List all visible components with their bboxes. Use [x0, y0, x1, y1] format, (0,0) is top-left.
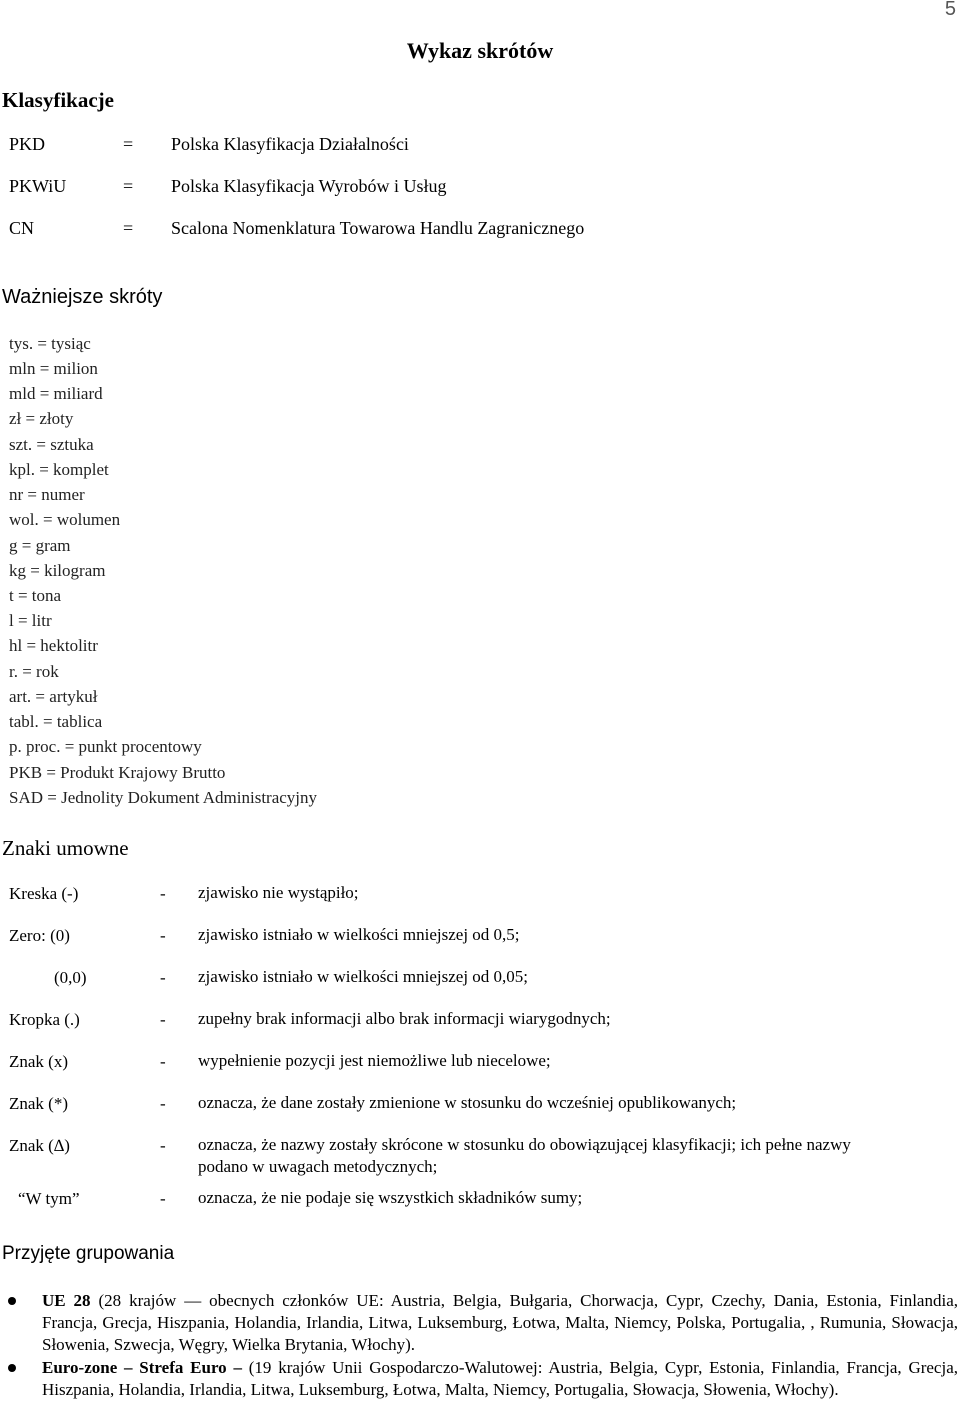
znak-row: [0, 1010, 960, 1034]
grouping-name: UE 28: [42, 1291, 91, 1310]
znak-desc: oznacza, że dane zostały zmienione w stosunku do wcześniej opublikowanych;: [198, 1093, 737, 1112]
znak-sign: Znak (x): [9, 1052, 69, 1071]
znak-sign: Kropka (.): [9, 1010, 80, 1029]
klasyfikacja-row: [0, 176, 960, 200]
grouping-desc: (19 krajów Unii Gospodarczo-Walutowej: Austria, Belgia, Cypr, Estonia, Finlandia, Francja, Grecja, Hiszpania, Holandia, Irlandia, Litwa, Luksemburg, Łotwa, Malta, Niemcy, Portugalia, Słowacja, Słowenia, Włochy).: [42, 1358, 958, 1399]
page-title: Wykaz skrótów: [406, 38, 554, 63]
klasyfikacja-equals: =: [123, 218, 134, 238]
znak-desc: wypełnienie pozycji jest niemożliwe lub niecelowe;: [198, 1051, 551, 1070]
abbreviation-item: kpl. = komplet: [9, 460, 109, 479]
znak-desc: zjawisko nie wystąpiło;: [198, 883, 359, 902]
abbreviation-item: kg = kilogram: [9, 561, 106, 580]
abbreviation-item: nr = numer: [9, 485, 85, 504]
klasyfikacja-name: Polska Klasyfikacja Wyrobów i Usług: [171, 176, 447, 196]
bullet-icon: [8, 1364, 16, 1372]
abbreviation-item: mld = miliard: [9, 384, 103, 403]
klasyfikacja-name: Scalona Nomenklatura Towarowa Handlu Zagranicznego: [171, 218, 585, 238]
znak-sign-w-tym: “W tym”: [18, 1189, 80, 1208]
grouping-name: Euro-zone – Strefa Euro –: [42, 1358, 242, 1377]
grouping-item: [0, 1290, 960, 1356]
znak-row: [0, 1052, 960, 1076]
abbreviation-item: g = gram: [9, 536, 71, 555]
page-number: 5: [944, 0, 956, 20]
grouping-text: [42, 1357, 958, 1401]
abbreviation-item: szt. = sztuka: [9, 435, 94, 454]
klasyfikacja-equals: =: [123, 134, 134, 154]
znak-sign: W tym: [25, 1189, 72, 1208]
znak-sign: (0,0): [54, 968, 87, 987]
znak-dash: -: [160, 1189, 166, 1208]
abbreviation-item: tys. = tysiąc: [9, 334, 91, 353]
klasyfikacja-row: [0, 134, 960, 158]
znak-dash: -: [160, 1136, 166, 1155]
abbreviation-item: tabl. = tablica: [9, 712, 103, 731]
grouping-desc: (28 krajów — obecnych członków UE: Austria, Belgia, Bułgaria, Chorwacja, Cypr, Czechy, Dania, Estonia, Finlandia, Francja, Grecja, Hiszpania, Holandia, Irlandia, Litwa, Luksemburg, Łotwa, Malta, Niemcy, Polska, Portugalia, , Rumunia, Słowacja, Słowenia, Szwecja, Węgry, Wielka Brytania, Włochy).: [42, 1291, 958, 1354]
grouping-item: [0, 1357, 960, 1423]
znak-desc: zjawisko istniało w wielkości mniejszej od 0,05;: [198, 967, 529, 986]
znak-dash: -: [160, 968, 166, 987]
znak-desc: zjawisko istniało w wielkości mniejszej od 0,5;: [198, 925, 520, 944]
abbreviation-item: mln = milion: [9, 359, 98, 378]
grouping-text: [42, 1290, 958, 1356]
grupowania-heading: Przyjęte grupowania: [2, 1243, 175, 1264]
znak-desc: oznacza, że nazwy zostały skrócone w stosunku do obowiązującej klasyfikacji; ich pełne nazwy podano w uwagach metodycznych;: [198, 1135, 851, 1176]
znak-sign: Znak (∆): [9, 1136, 70, 1155]
abbreviation-item: p. proc. = punkt procentowy: [9, 737, 202, 756]
znak-sign: Znak (*): [9, 1094, 69, 1113]
klasyfikacja-code: CN: [9, 218, 35, 238]
znak-row: [0, 1189, 960, 1213]
klasyfikacja-name: Polska Klasyfikacja Działalności: [171, 134, 409, 154]
klasyfikacja-code: PKWiU: [9, 176, 67, 196]
znak-row: [0, 884, 960, 908]
znak-dash: -: [160, 926, 166, 945]
abbreviation-item: PKB = Produkt Krajowy Brutto: [9, 763, 226, 782]
abbreviation-item: t = tona: [9, 586, 62, 605]
skroty-heading: Ważniejsze skróty: [2, 286, 163, 308]
znak-desc: zupełny brak informacji albo brak informacji wiarygodnych;: [198, 1009, 611, 1028]
znaki-heading: Znaki umowne: [2, 836, 129, 860]
abbreviation-item: SAD = Jednolity Dokument Administracyjny: [9, 788, 318, 807]
klasyfikacja-equals: =: [123, 176, 134, 196]
bullet-icon: [8, 1297, 16, 1305]
klasyfikacja-code: PKD: [9, 134, 46, 154]
znak-row: [0, 1094, 960, 1118]
znak-row: [0, 926, 960, 950]
abbreviation-item: hl = hektolitr: [9, 636, 98, 655]
znak-sign: Kreska (-): [9, 884, 79, 903]
abbreviation-item: r. = rok: [9, 662, 59, 681]
znak-dash: -: [160, 1052, 166, 1071]
klasyfikacja-row: [0, 218, 960, 242]
znak-dash: -: [160, 1010, 166, 1029]
abbreviation-item: art. = artykuł: [9, 687, 98, 706]
znak-dash: -: [160, 1094, 166, 1113]
znak-row: [0, 1136, 960, 1182]
znak-desc: oznacza, że nie podaje się wszystkich składników sumy;: [198, 1188, 583, 1207]
abbreviation-item: zł = złoty: [9, 409, 74, 428]
znak-sign: Zero: (0): [9, 926, 70, 945]
znak-row: [0, 968, 960, 992]
abbreviation-item: wol. = wolumen: [9, 510, 121, 529]
klasyfikacje-heading: Klasyfikacje: [2, 88, 114, 112]
znak-dash: -: [160, 884, 166, 903]
abbreviation-item: l = litr: [9, 611, 52, 630]
